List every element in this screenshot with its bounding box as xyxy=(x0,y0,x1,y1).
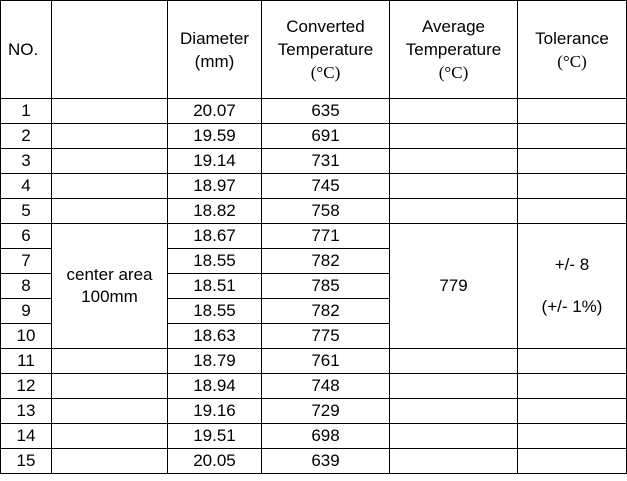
table-row xyxy=(1,349,627,374)
row-average-cell xyxy=(390,149,518,174)
center-area-cell xyxy=(52,224,168,349)
row-diameter-cell: 18.51 xyxy=(168,274,262,299)
header-area xyxy=(52,1,168,99)
table-row xyxy=(1,224,627,249)
row-no-cell: 10 xyxy=(1,324,52,349)
row-area-cell xyxy=(52,124,168,149)
row-no-cell: 11 xyxy=(1,349,52,374)
tolerance-line2: (+/- 1%) xyxy=(541,297,603,316)
table-row xyxy=(1,149,627,174)
header-converted-line2: Temperature xyxy=(277,40,374,59)
header-tolerance-unit: (°C) xyxy=(557,51,587,71)
row-average-cell xyxy=(390,99,518,124)
row-temperature-cell: 729 xyxy=(262,399,390,424)
row-average-cell xyxy=(390,449,518,474)
header-average-temperature xyxy=(390,1,518,99)
row-diameter-cell: 19.14 xyxy=(168,149,262,174)
header-row xyxy=(1,1,627,99)
row-temperature-cell: 635 xyxy=(262,99,390,124)
row-average-cell xyxy=(390,349,518,374)
row-temperature-cell: 731 xyxy=(262,149,390,174)
row-tolerance-cell xyxy=(518,349,627,374)
table-body xyxy=(1,99,627,474)
row-diameter-cell: 18.97 xyxy=(168,174,262,199)
row-temperature-cell: 691 xyxy=(262,124,390,149)
row-diameter-cell: 20.05 xyxy=(168,449,262,474)
row-area-cell xyxy=(52,374,168,399)
row-average-cell xyxy=(390,124,518,149)
row-tolerance-cell xyxy=(518,124,627,149)
row-tolerance-cell xyxy=(518,149,627,174)
row-diameter-cell: 18.67 xyxy=(168,224,262,249)
row-no-cell: 1 xyxy=(1,99,52,124)
tolerance-cell xyxy=(518,224,627,349)
row-temperature-cell: 771 xyxy=(262,224,390,249)
header-tolerance-line1: Tolerance xyxy=(535,28,609,48)
row-no-cell: 5 xyxy=(1,199,52,224)
row-tolerance-cell xyxy=(518,424,627,449)
row-diameter-cell: 18.82 xyxy=(168,199,262,224)
row-temperature-cell: 782 xyxy=(262,249,390,274)
row-no-cell: 7 xyxy=(1,249,52,274)
row-area-cell xyxy=(52,399,168,424)
header-average-line2: Temperature xyxy=(405,40,502,59)
table-row xyxy=(1,399,627,424)
header-no-label: NO. xyxy=(8,40,39,59)
row-diameter-cell: 18.94 xyxy=(168,374,262,399)
row-temperature-cell: 758 xyxy=(262,199,390,224)
row-diameter-cell: 20.07 xyxy=(168,99,262,124)
table-row xyxy=(1,124,627,149)
header-diameter-line2: (mm) xyxy=(194,51,235,71)
row-area-cell xyxy=(52,99,168,124)
header-average-line1: Average xyxy=(421,17,485,36)
center-area-line1: center area xyxy=(66,265,153,284)
row-temperature-cell: 698 xyxy=(262,424,390,449)
row-area-cell xyxy=(52,199,168,224)
header-no xyxy=(1,1,52,99)
row-diameter-cell: 19.16 xyxy=(168,399,262,424)
row-no-cell: 15 xyxy=(1,449,52,474)
row-area-cell xyxy=(52,449,168,474)
row-diameter-cell: 18.55 xyxy=(168,299,262,324)
row-temperature-cell: 639 xyxy=(262,449,390,474)
row-area-cell xyxy=(52,349,168,374)
header-diameter xyxy=(168,1,262,99)
row-average-cell xyxy=(390,374,518,399)
tolerance-line1: +/- 8 xyxy=(554,255,590,274)
row-tolerance-cell xyxy=(518,374,627,399)
row-no-cell: 6 xyxy=(1,224,52,249)
row-tolerance-cell xyxy=(518,199,627,224)
row-area-cell xyxy=(52,424,168,449)
row-average-cell xyxy=(390,199,518,224)
table-row xyxy=(1,424,627,449)
header-converted-temperature xyxy=(262,1,390,99)
header-tolerance xyxy=(518,1,627,99)
row-area-cell xyxy=(52,174,168,199)
row-no-cell: 12 xyxy=(1,374,52,399)
row-diameter-cell: 18.79 xyxy=(168,349,262,374)
row-tolerance-cell xyxy=(518,449,627,474)
header-converted-unit: (°C) xyxy=(310,63,341,82)
row-no-cell: 4 xyxy=(1,174,52,199)
table-row xyxy=(1,449,627,474)
table-row xyxy=(1,174,627,199)
row-average-cell xyxy=(390,399,518,424)
row-no-cell: 14 xyxy=(1,424,52,449)
row-tolerance-cell xyxy=(518,99,627,124)
row-average-cell xyxy=(390,174,518,199)
header-average-unit: (°C) xyxy=(438,63,469,82)
row-diameter-cell: 19.59 xyxy=(168,124,262,149)
table-row xyxy=(1,99,627,124)
row-temperature-cell: 748 xyxy=(262,374,390,399)
row-no-cell: 9 xyxy=(1,299,52,324)
header-diameter-line1: Diameter xyxy=(180,28,249,48)
row-temperature-cell: 745 xyxy=(262,174,390,199)
header-converted-line1: Converted xyxy=(286,17,365,36)
center-area-line2: 100mm xyxy=(81,287,138,306)
row-temperature-cell: 761 xyxy=(262,349,390,374)
average-temperature-cell: 779 xyxy=(390,224,518,349)
row-temperature-cell: 782 xyxy=(262,299,390,324)
row-no-cell: 8 xyxy=(1,274,52,299)
row-diameter-cell: 19.51 xyxy=(168,424,262,449)
row-average-cell xyxy=(390,424,518,449)
row-temperature-cell: 775 xyxy=(262,324,390,349)
row-no-cell: 2 xyxy=(1,124,52,149)
row-temperature-cell: 785 xyxy=(262,274,390,299)
table-row xyxy=(1,199,627,224)
row-no-cell: 13 xyxy=(1,399,52,424)
row-no-cell: 3 xyxy=(1,149,52,174)
row-diameter-cell: 18.55 xyxy=(168,249,262,274)
table-row xyxy=(1,374,627,399)
row-area-cell xyxy=(52,149,168,174)
row-tolerance-cell xyxy=(518,174,627,199)
row-tolerance-cell xyxy=(518,399,627,424)
row-diameter-cell: 18.63 xyxy=(168,324,262,349)
